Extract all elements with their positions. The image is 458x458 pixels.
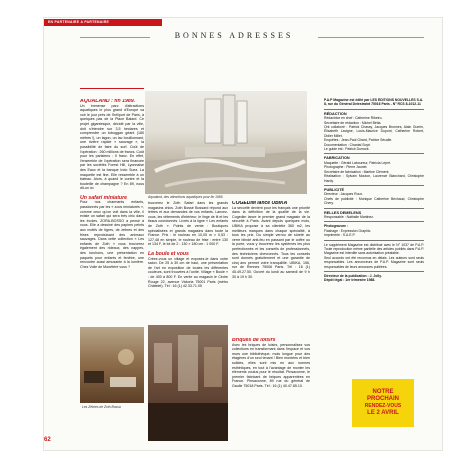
redaction-line-2: Secrétaire de rédaction : Michel Bétia. [324,120,382,125]
boutique-interior-photo [148,325,228,441]
ubika-title: COGEDIM lance UBIKA [232,201,288,206]
next-issue-line-1: NOTRE [372,389,394,395]
section-title: BONNES ADRESSES [150,31,318,40]
boutique-drawing [148,325,228,441]
publicite-line-2: Chefs de publicité : Monique Catherine Béchaud, Christophe Chery. [324,196,424,206]
publicite-line-1: Directeur : Jacques Roux. [324,192,364,197]
ubika-body: La sécurité devient pour les français une priorité dans la définition de la qualité de la vie. Cogedim lance le premier grand magasin de la sécurité à Paris. Avant depuis quelques mois, UBIKA propose à sa clientèle 360 m2, les meilleurs marques dans chaque spécialité, à tous les prix. Du simple verrou de sûreté au verre blindé anti-feu en passant par le coffre ou la porte, vous y trouverez les systèmes les plus perfectionnés et les conseils de professionnels, des techniciens chevronnés. Tous les conseils sont donnés gratuitement et une garantie de cinq ans permet votre tranquillité. UBIKA, 156, rue de Rennes 75006 Paris. Tél : 16 (1) 45.49.27.50. Ouvert du lundi au samedi de 9 h 30 à 19 h 30. [232,205,310,279]
safari-body: Pour nos charmants enfants, passionnés par les « zoos miniaturés », comme ceux qu'on voit dans la ville, il existe un safari qui sera très chic dans les écoles. ZORA-BOSSO a pensé à vous. Elle a dessiné des papiers peints aux motifs de tigres, de zèbres et des frises reproduisant des animaux sauvages. Dans cette collection « Les enfants de Zoth » vous trouverez également des rideaux, des nappes, des torchons, une présentation en paquets pour enfants et fenêtre, une rencontre aussi amusante à la lumière. Chez Voile de Monétère vous ? [80,200,144,269]
photogravure-line-1: Flashage : Expression Graphic. [324,228,372,233]
fabrication-line-2: Photographe : Pierre Jaunet. [324,165,368,170]
publication-director: Directeur de la publication : J. Jolly. [324,274,382,278]
masthead-publisher: P.A.P Magazine est édité par LES ÉDITIONS NOUVELLES S.A. 8, rue du Général Delestraint 75016 Paris - N° RCS 8-1012-11 [324,98,424,107]
photogravure-line-2: Imprimerie : S.A.E.P. [324,233,356,238]
redaction-line-6: Le guide est : Patrick Dumont. [324,147,370,152]
safari-drawing [80,327,144,403]
briques-body: Avec les briques de loisirs, personnalisez vos collections en transformant dans l'espace et vos murs une bibliothèque, mois longue pour des étagères d'un seul tenant ! Bien montées et bien solides, elles sont mis en aux normes esthétiques, en tout à l'avantage de monter les éléments voulus pour le résultat. Pinsaconne, le premier fabricant de briques apparentées en France. Pinsaconne, 89 rue du général de Gaulle 75018 Paris. Tél : 16 (1) 40.47.85.10. [232,342,310,388]
aqualand-body: Un immense parc d'attractions aquatiques le plus grand d'Europe va voir le jour près de l'héliport de Paris, à quelques pas de la Place Balard. Ce projet gigantesque, décidé par la ville, doit s'étendre sur 3,5 hectares et comprendre un toboggan géant (180 mètres !), un lagon, un lac bouillonnant, une rivière rapide « sauvage », la possibilité de faire du surf. Coût de l'opération : 260 millions de francs. Coût pour les parisiens : 0 franc. En effet, l'ensemble de l'opération sera financée par les sociétés Forest Hill, Lyonnaise des Eaux et la banque Indo Suez. La maquette est fine. Elle ressemble à un bateau. Alors, à quand le contre et la bouteille de champagne ? En 89, nous dit-on ici. [80,103,144,191]
safari-photo-caption: Les Zébres de Zoth Bossa [82,405,121,409]
ventes-line-1: Responsable : Nathalie Martinez. [324,214,374,219]
ubika-column [232,201,310,331]
aqualand-headbar [80,88,144,89]
next-issue-line-4: LE 2 AVRIL [367,410,399,416]
redaction-line-5: Documentation : Chantal Soyé. [324,142,371,147]
safari-wallpaper-photo [80,327,144,403]
masthead-column [324,98,424,348]
publicite-title: PUBLICITÉ [324,187,345,192]
legal-line-1: Le supplément Magazine est distribué avec le N° 1037 de P.A.P. Toute reproduction même partielle des articles publiés dans P.A.P. Magazine est interdite sans autorisation préalable. [324,242,424,256]
briques-column [232,338,310,450]
legal-deposit: Dépôt légal : 1er trimestre 1988. [324,278,376,283]
boule-title: La boule et vous [148,250,189,257]
fabrication-line-1: Maquette : Gérald Laboureur, Patricia Lepré. [324,160,392,165]
briques-title: Briques de loisirs [232,338,276,343]
masthead-divider-2 [324,153,424,154]
fabrication-title: FABRICATION [324,156,350,161]
masthead-divider-3 [324,185,424,186]
aqualand-title: AQUALAND : fin 1989. [80,99,136,104]
masthead-divider-4 [324,208,424,209]
fabrication-line-3: Secrétaire de fabrication : Martine Clément. [324,169,390,174]
aqualand-model-photo [145,91,307,194]
masthead-divider-1 [324,109,424,110]
next-issue-line-3: RENDEZ-VOUS [364,403,402,409]
page-number: 62 [44,437,51,443]
boule-body: Créez-vous un village et exposez-le dans votre salon. De 25 à 30 cm de haut, une présentation de l'art en exposition de toutes les différentes couleurs, sont trouvées à l'unité. Village « Boule » : de 400 à 800 F. En vente au magasin le Cèdre Rouge 22, avenue Victoria 75001 Paris (métro Châtelet). Tél : 16 (1) 42.33.71.05 [148,256,228,289]
legal-line-2: Seul accords ont été reconnus en délais. Les auteurs sont seuls responsables. Les annonceurs de P.A.P. Magazine sont seuls responsables de leurs annonces publiées. [324,255,424,269]
masthead-divider-5 [324,221,424,222]
aqualand-photo-caption: Aqualand, des attractions aquatiques pour fin 1989. [148,195,224,199]
next-issue-line-2: PROCHAIN [366,396,399,402]
next-issue-box [352,379,414,427]
masthead-divider-6 [324,240,424,241]
aqualand-model-drawing [145,91,307,194]
masthead-divider-7 [324,271,424,272]
redaction-line-3: Ont collaboré : Patrick Chassy, Jacques Bronnes, Alain Guerin, Élisabeth Lavigne, Louis-Maurice Dupont, Catherine Robert, Didier Millet. [324,125,424,138]
photogravure-title: Photogravure : [324,224,349,229]
fabrication-line-4: Réalisation : Sylvain Mouton, Laurence Blanchard, Christophe Hardy. [324,174,424,183]
redaction-line-4: Enquêtes : Jean-Paul Girard, Patrice Sécalle. [324,138,393,143]
boutique-body: trouverez le Zoth Safari dans les grands magasins chics. Zoth Bossé Bossard répond aux lettres et aux demandes de vos enfants. Lancez-vous, les vêtements d'intérieur, le linge de lit et les tissus coordonnés. Livrés à la ligne « Les enfants de Zoth ». Points de vente : Boutiques spécialisées et grands magasins dans toute la France. Prix : le rouleau en 10,05 m × 0,53 : 127,48 en simple, le rouleau de frise : entre 130 et 134 F, le lot de 2 : 130 × 180 cm : 1 000 F. [148,201,228,247]
redaction-title: RÉDACTION [324,111,347,116]
redaction-line-1: Rédactrice en chef : Catherine Ribeiro. [324,116,383,121]
ventes-title: RELLES DEMELENS [324,210,362,215]
category-bar: EN PARTENAIRE A PARTENAIRE [44,19,162,26]
safari-title: Un safari miniature [80,194,127,201]
